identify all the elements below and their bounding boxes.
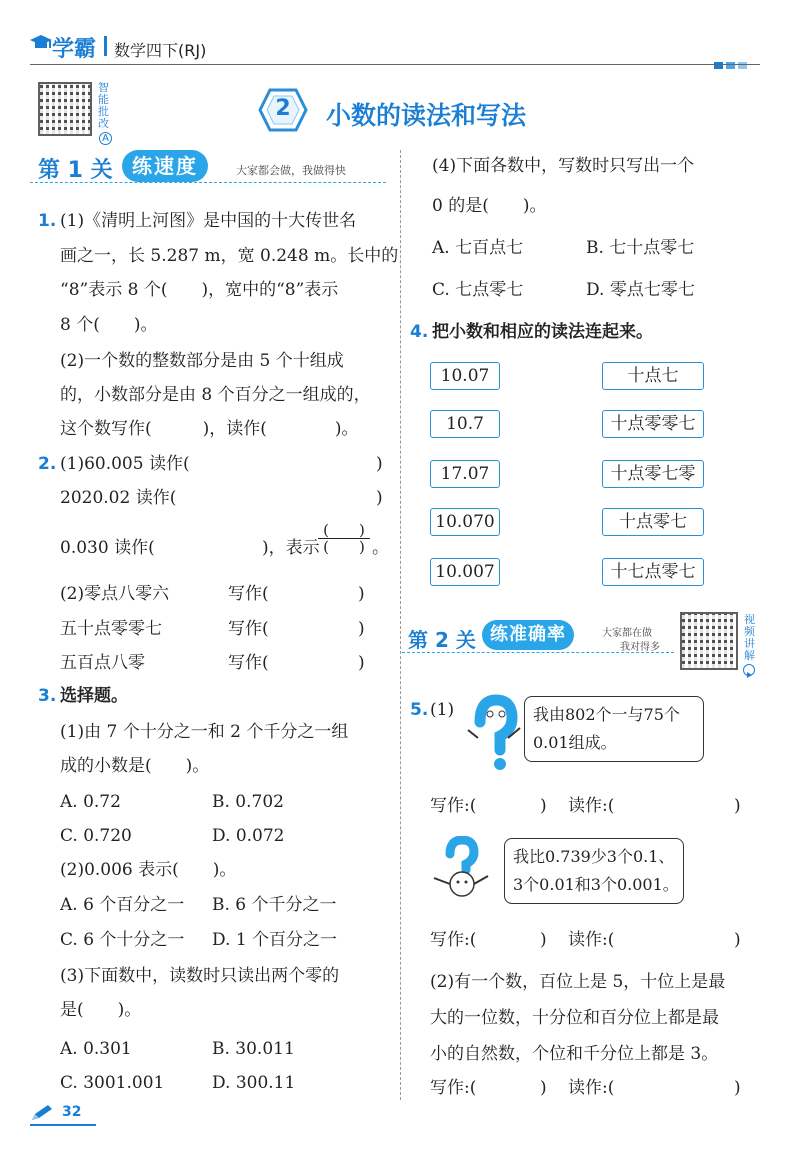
q1-line7: 这个数写作( )，读作( )。 — [60, 419, 359, 439]
level1-slogan: 大家都会做，我做得快 — [236, 164, 346, 177]
q3-p2-option-d: D. 1 个百分之一 — [212, 930, 338, 950]
bubble1-line1: 我由802个一与75个 — [533, 705, 680, 724]
q3-p1-line2: 成的小数是( )。 — [60, 756, 210, 776]
reading-box[interactable]: 十点零七零 — [602, 460, 704, 488]
qr1-mark: A — [99, 132, 112, 145]
qr2-label: 视频讲解 — [744, 613, 755, 662]
qr1-label: 智能批改 — [98, 81, 109, 130]
q1-line3: “8”表示 8 个( )，宽中的“8”表示 — [60, 280, 339, 300]
reading-box[interactable]: 十点零七 — [602, 508, 704, 536]
lesson-number: 2 — [275, 96, 291, 121]
level1-rule — [30, 182, 386, 183]
q2-line5c: ) — [358, 619, 365, 639]
brand-logo: 学霸 — [52, 37, 97, 62]
brand-divider — [104, 36, 107, 56]
decimal-box[interactable]: 10.070 — [430, 508, 500, 536]
q3-4-line1: (4)下面各数中，写数时只写出一个 — [432, 156, 695, 176]
bubble2-line1: 我比0.739少3个0.1、 — [513, 847, 675, 866]
q2-line1a: (1)60.005 读作( — [60, 454, 190, 474]
q2-line3a: 0.030 读作( — [60, 538, 155, 558]
q5-write3-label: 写作:( — [430, 1078, 477, 1098]
reading-box[interactable]: 十点零零七 — [602, 410, 704, 438]
q4-number: 4. — [410, 322, 429, 342]
q5-read3-close: ) — [734, 1078, 741, 1098]
q2-fraction — [318, 522, 370, 555]
question-mark-character-icon — [464, 694, 524, 774]
qr-code-grading[interactable] — [38, 82, 92, 136]
q3-p3-option-d: D. 300.11 — [212, 1073, 296, 1093]
q2-line2b: ) — [376, 488, 383, 508]
q3-p3-option-b: B. 30.011 — [212, 1039, 295, 1059]
book-title: 数学四下(RJ) — [114, 41, 207, 60]
q5-write2-label: 写作:( — [430, 930, 477, 950]
q2-line5a: 五十点零零七 — [60, 619, 162, 639]
q5-read1-close: ) — [734, 796, 741, 816]
level1-title: 练速度 — [122, 150, 208, 182]
decimal-box[interactable]: 10.07 — [430, 362, 500, 390]
fraction-numerator: ( ) — [323, 521, 365, 539]
level2-slogan-line1: 大家都在做 — [602, 628, 652, 639]
q5-write2-close: ) — [540, 930, 547, 950]
level2-rule — [402, 652, 674, 653]
reading-box[interactable]: 十点七 — [602, 362, 704, 390]
q3-p3-option-c: C. 3001.001 — [60, 1073, 165, 1093]
play-icon — [743, 664, 755, 676]
q1-line1: (1)《清明上河图》是中国的十大传世名 — [60, 211, 357, 231]
column-divider — [400, 150, 401, 1100]
q3-p3-option-a: A. 0.301 — [60, 1039, 132, 1059]
q1-line4: 8 个( )。 — [60, 315, 158, 335]
reading-box[interactable]: 十七点零七 — [602, 558, 704, 586]
q3-p1-line1: (1)由 7 个十分之一和 2 个千分之一组 — [60, 722, 349, 742]
q5-part2-line3: 小的自然数，个位和千分位上都是 3。 — [430, 1044, 719, 1064]
q3-p3-line2: 是( )。 — [60, 1000, 142, 1020]
speech-bubble-2 — [504, 838, 684, 904]
q3-4-line2: 0 的是( )。 — [432, 196, 547, 216]
bubble2-line2: 3个0.01和3个0.001。 — [513, 875, 679, 894]
q3-p1-option-d: D. 0.072 — [212, 826, 285, 846]
q5-number: 5. — [410, 700, 429, 720]
q5-write3-close: ) — [540, 1078, 547, 1098]
q3-title: 选择题。 — [60, 686, 128, 706]
lesson-title: 小数的读法和写法 — [326, 101, 527, 130]
q5-read2-close: ) — [734, 930, 741, 950]
q2-line3c: 。 — [372, 538, 389, 558]
q3-p3-line1: (3)下面数中，读数时只读出两个零的 — [60, 966, 340, 986]
q2-line2a: 2020.02 读作( — [60, 488, 177, 508]
q3-number: 3. — [38, 686, 57, 706]
q4-title: 把小数和相应的读法连起来。 — [432, 322, 653, 342]
q2-line6c: ) — [358, 653, 365, 673]
q5-part1-label: (1) — [430, 700, 455, 720]
q3-4-option-b: B. 七十点零七 — [586, 238, 695, 258]
decimal-box[interactable]: 10.7 — [430, 410, 500, 438]
q1-line5: (2)一个数的整数部分是由 5 个十组成 — [60, 351, 344, 371]
q3-4-option-c: C. 七点零七 — [432, 280, 524, 300]
speech-bubble-1 — [524, 696, 704, 762]
level2-prefix: 第 2 关 — [408, 628, 476, 652]
mortarboard-icon — [30, 32, 52, 54]
q3-p2-line: (2)0.006 表示( )。 — [60, 860, 237, 880]
q3-p1-option-a: A. 0.72 — [60, 792, 121, 812]
q2-line4c: ) — [358, 584, 365, 604]
q1-line6: 的，小数部分是由 8 个百分之一组成的， — [60, 385, 371, 405]
level2-title: 练准确率 — [482, 620, 574, 650]
q5-write1-close: ) — [540, 796, 547, 816]
question-mark-ball-icon — [426, 836, 494, 900]
fraction-denominator: ( ) — [323, 538, 365, 556]
q3-p2-option-a: A. 6 个百分之一 — [60, 895, 185, 915]
q5-read3-label: 读作:( — [568, 1078, 615, 1098]
level1-prefix: 第 1 关 — [38, 158, 113, 183]
pencil-icon — [30, 1104, 54, 1122]
decimal-box[interactable]: 10.007 — [430, 558, 500, 586]
q2-number: 2. — [38, 454, 57, 474]
q5-part2-line2: 大的一位数，十分位和百分位上都是最 — [430, 1008, 719, 1028]
q5-write1-label: 写作:( — [430, 796, 477, 816]
q3-p2-option-b: B. 6 个千分之一 — [212, 895, 337, 915]
q2-line4a: (2)零点八零六 — [60, 584, 170, 604]
q2-line4b: 写作( — [228, 584, 269, 604]
q3-p1-option-c: C. 0.720 — [60, 826, 132, 846]
header-rule — [30, 64, 760, 65]
q5-part2-line1: (2)有一个数，百位上是 5，十位上是最 — [430, 972, 726, 992]
q2-line6a: 五百点八零 — [60, 653, 145, 673]
q2-line5b: 写作( — [228, 619, 269, 639]
q1-number: 1. — [38, 211, 57, 231]
level2-slogan-line2: 我对得多 — [620, 642, 660, 653]
q1-line2: 画之一，长 5.287 m，宽 0.248 m。长中的 — [60, 246, 399, 266]
q5-read2-label: 读作:( — [568, 930, 615, 950]
q2-line6b: 写作( — [228, 653, 269, 673]
decimal-box[interactable]: 17.07 — [430, 460, 500, 488]
q5-read1-label: 读作:( — [568, 796, 615, 816]
q2-line3b: )，表示 — [262, 538, 320, 558]
q2-line1b: ) — [376, 454, 383, 474]
q3-4-option-d: D. 零点七零七 — [586, 280, 695, 300]
qr-code-video[interactable] — [680, 612, 738, 670]
q3-p1-option-b: B. 0.702 — [212, 792, 284, 812]
page-number: 32 — [62, 1104, 82, 1120]
q3-p2-option-c: C. 6 个十分之一 — [60, 930, 185, 950]
q3-4-option-a: A. 七百点七 — [432, 238, 524, 258]
footer-rule — [30, 1124, 96, 1126]
bubble1-line2: 0.01组成。 — [533, 733, 617, 752]
